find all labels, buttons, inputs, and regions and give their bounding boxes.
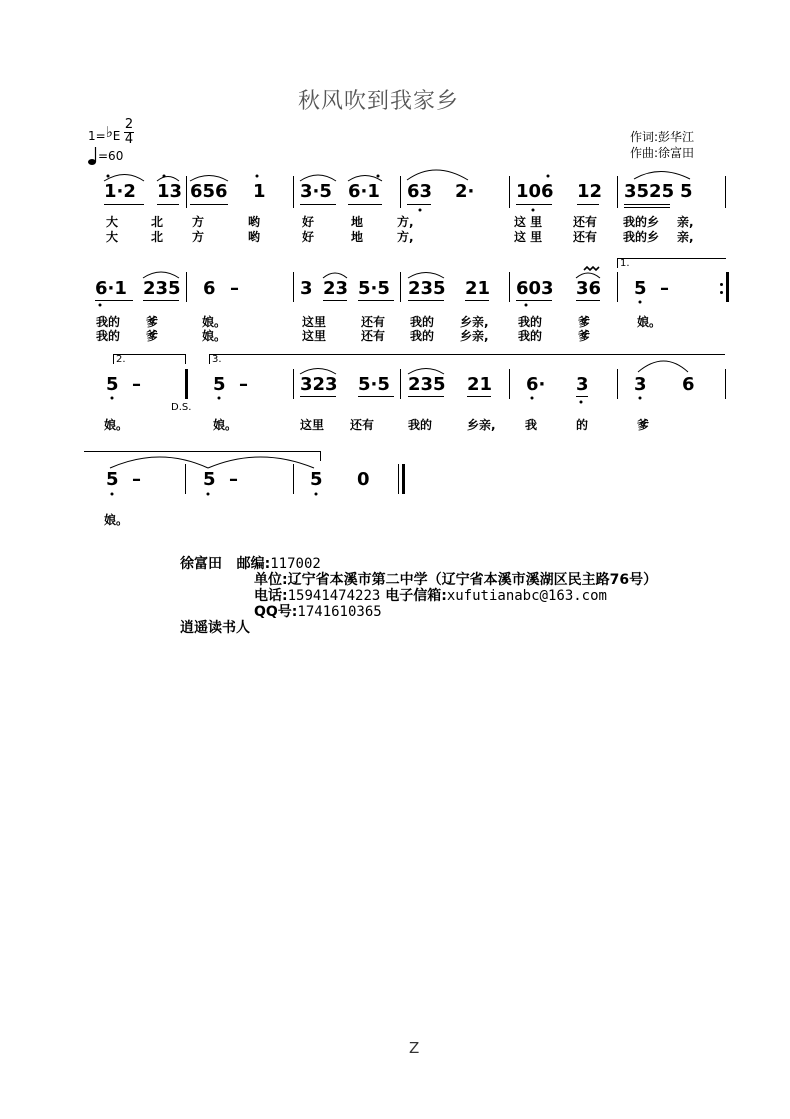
email-label: 电子信箱:	[385, 588, 447, 604]
lyric: 我的	[518, 329, 543, 343]
note-group: 1	[253, 181, 266, 202]
slur	[408, 369, 444, 375]
note-group: 3	[634, 374, 647, 395]
slur	[143, 272, 179, 278]
lyric: 地	[351, 230, 364, 244]
slur-overlay	[0, 0, 790, 540]
octave-dot	[315, 493, 318, 496]
note-group: 603	[516, 278, 554, 299]
lyric: 娘。	[213, 418, 238, 432]
signature: 逍遥读书人	[180, 620, 250, 636]
postcode-label: 邮编:	[236, 556, 271, 572]
note-group: –	[132, 374, 141, 395]
lyric: 乡亲,	[467, 418, 496, 432]
note-group: 5	[213, 374, 226, 395]
slur	[300, 175, 336, 181]
note-group: 323	[300, 374, 338, 395]
lyric: 这 里	[514, 230, 543, 244]
note-group: 656	[190, 181, 228, 202]
note-group: 235	[143, 278, 181, 299]
note-group: 5·5	[358, 278, 390, 299]
lyric: 哟	[248, 230, 261, 244]
email-value: xufutianabc@163.com	[446, 588, 607, 604]
lyric: 方,	[397, 230, 414, 244]
lyric: 这里	[300, 418, 325, 432]
note-group: 5	[310, 469, 323, 490]
note-group: 36	[576, 278, 602, 299]
note-group: –	[660, 278, 669, 299]
composer-credit: 作曲:徐富田	[630, 146, 695, 160]
slur	[104, 175, 144, 182]
note-group: 235	[408, 278, 446, 299]
lyric: 这里	[302, 329, 327, 343]
slur	[407, 170, 468, 180]
lyric: 我	[525, 418, 538, 432]
slur	[576, 273, 600, 278]
lyric: 还有	[361, 315, 386, 329]
unit-value: 辽宁省本溪市第二中学（辽宁省本溪市溪湖区民主路76号）	[287, 572, 658, 588]
note-group: –	[230, 278, 239, 299]
lyric: 我的	[96, 329, 121, 343]
contact-name: 徐富田	[180, 556, 222, 572]
phone-label: 电话:	[254, 588, 288, 604]
octave-dot	[547, 175, 550, 178]
lyric: 方	[192, 215, 205, 229]
lyric: 我的乡	[623, 215, 660, 229]
page-title: 秋风吹到我家乡	[298, 89, 460, 114]
volta-label: 3.	[212, 354, 222, 365]
note-group: 6·	[526, 374, 546, 395]
note-group: 23	[323, 278, 349, 299]
lyric: 我的	[96, 315, 121, 329]
lyric: 我的	[410, 329, 435, 343]
octave-dot	[639, 301, 642, 304]
lyric: 的	[576, 418, 589, 432]
octave-dot	[218, 397, 221, 400]
qq-label: QQ号:	[254, 604, 298, 620]
lyric: 大	[106, 215, 119, 229]
lyric: 我的	[408, 418, 433, 432]
tempo-value: =60	[98, 149, 124, 163]
lyric: 爹	[146, 329, 159, 343]
lyric: 方	[192, 230, 205, 244]
note-group: –	[229, 469, 238, 490]
meter-top: 2	[124, 117, 134, 132]
lyric: 爹	[578, 315, 591, 329]
note-group: 5	[634, 278, 647, 299]
slur	[190, 176, 228, 182]
note-group: 2·	[455, 181, 475, 202]
lyric: 娘。	[202, 315, 227, 329]
octave-dot	[377, 175, 380, 178]
note-group: 12	[577, 181, 603, 202]
note-group: 5	[106, 469, 119, 490]
note-group: 1·2	[104, 181, 136, 202]
lyric: 我的	[410, 315, 435, 329]
lyric: 还有	[350, 418, 375, 432]
lyric: 娘。	[202, 329, 227, 343]
mordent-icon	[584, 267, 599, 270]
lyric: 我的	[518, 315, 543, 329]
note-group: 235	[408, 374, 446, 395]
note-group: 106	[516, 181, 554, 202]
lyric: 亲,	[677, 215, 694, 229]
slur	[408, 273, 444, 279]
slur	[157, 177, 179, 182]
lyric: 乡亲,	[460, 315, 489, 329]
note-group: 13	[157, 181, 183, 202]
contact-line-4	[254, 601, 382, 621]
octave-dot	[532, 209, 535, 212]
octave-dot	[99, 304, 102, 307]
octave-dot	[419, 209, 422, 212]
lyric: 这 里	[514, 215, 543, 229]
lyric: 亲,	[677, 230, 694, 244]
note-group: 6·1	[348, 181, 380, 202]
lyric: 哟	[248, 215, 261, 229]
lyric: 方,	[397, 215, 414, 229]
page-number: Z	[409, 1039, 420, 1057]
lyric: 爹	[637, 418, 650, 432]
lyric: 这里	[302, 315, 327, 329]
note-group: 6	[203, 278, 216, 299]
dal-segno-mark: D.S.	[171, 402, 192, 413]
slur	[634, 172, 690, 180]
volta-label: 2.	[116, 354, 126, 365]
lyric: 北	[151, 230, 164, 244]
note-group: 5	[106, 374, 119, 395]
octave-dot	[531, 397, 534, 400]
lyric: 娘。	[637, 315, 662, 329]
note-group: 5·5	[358, 374, 390, 395]
note-group: 3525	[624, 181, 675, 202]
octave-dot	[107, 175, 110, 178]
lyric: 娘。	[104, 418, 129, 432]
note-group: –	[239, 374, 248, 395]
octave-dot	[525, 304, 528, 307]
note-group: 3	[576, 374, 589, 395]
lyric: 爹	[578, 329, 591, 343]
slur	[208, 457, 314, 468]
key-tonic: E	[112, 129, 121, 143]
note-group: 6	[682, 374, 695, 395]
slur	[110, 457, 208, 468]
note-group: 21	[467, 374, 493, 395]
octave-dot	[580, 401, 583, 404]
octave-dot	[207, 493, 210, 496]
volta-label: 1.	[620, 258, 630, 269]
unit-label: 单位:	[254, 572, 288, 588]
lyric: 大	[106, 230, 119, 244]
flat-icon: ♭	[105, 123, 113, 141]
slur	[638, 361, 688, 372]
lyric: 还有	[361, 329, 386, 343]
lyric: 还有	[573, 215, 598, 229]
lyric: 好	[302, 215, 315, 229]
postcode-value: 117002	[270, 556, 321, 572]
note-group: 0	[357, 469, 370, 490]
octave-dot	[111, 493, 114, 496]
lyric: 我的乡	[623, 230, 660, 244]
lyric: 乡亲,	[460, 329, 489, 343]
slur	[300, 369, 336, 375]
note-group: 6·1	[95, 278, 127, 299]
octave-dot	[639, 397, 642, 400]
note-group: 5	[680, 181, 693, 202]
lyric: 北	[151, 215, 164, 229]
note-group: 3·5	[300, 181, 332, 202]
phone-value: 15941474223	[287, 588, 381, 604]
octave-dot	[256, 175, 259, 178]
qq-value: 1741610365	[297, 604, 382, 620]
lyric: 好	[302, 230, 315, 244]
lyric: 爹	[146, 315, 159, 329]
meter-bottom: 4	[124, 132, 134, 147]
lyric: 地	[351, 215, 364, 229]
lyric: 还有	[573, 230, 598, 244]
lyric: 娘。	[104, 513, 129, 527]
octave-dot	[163, 175, 166, 178]
note-group: 5	[203, 469, 216, 490]
slur	[323, 273, 347, 278]
note-group: 63	[407, 181, 433, 202]
note-group: 21	[465, 278, 491, 299]
note-group: 3	[300, 278, 313, 299]
key-prefix: 1=	[88, 129, 106, 143]
lyricist-credit: 作词:彭华江	[630, 130, 695, 144]
octave-dot	[111, 397, 114, 400]
note-group: –	[132, 469, 141, 490]
